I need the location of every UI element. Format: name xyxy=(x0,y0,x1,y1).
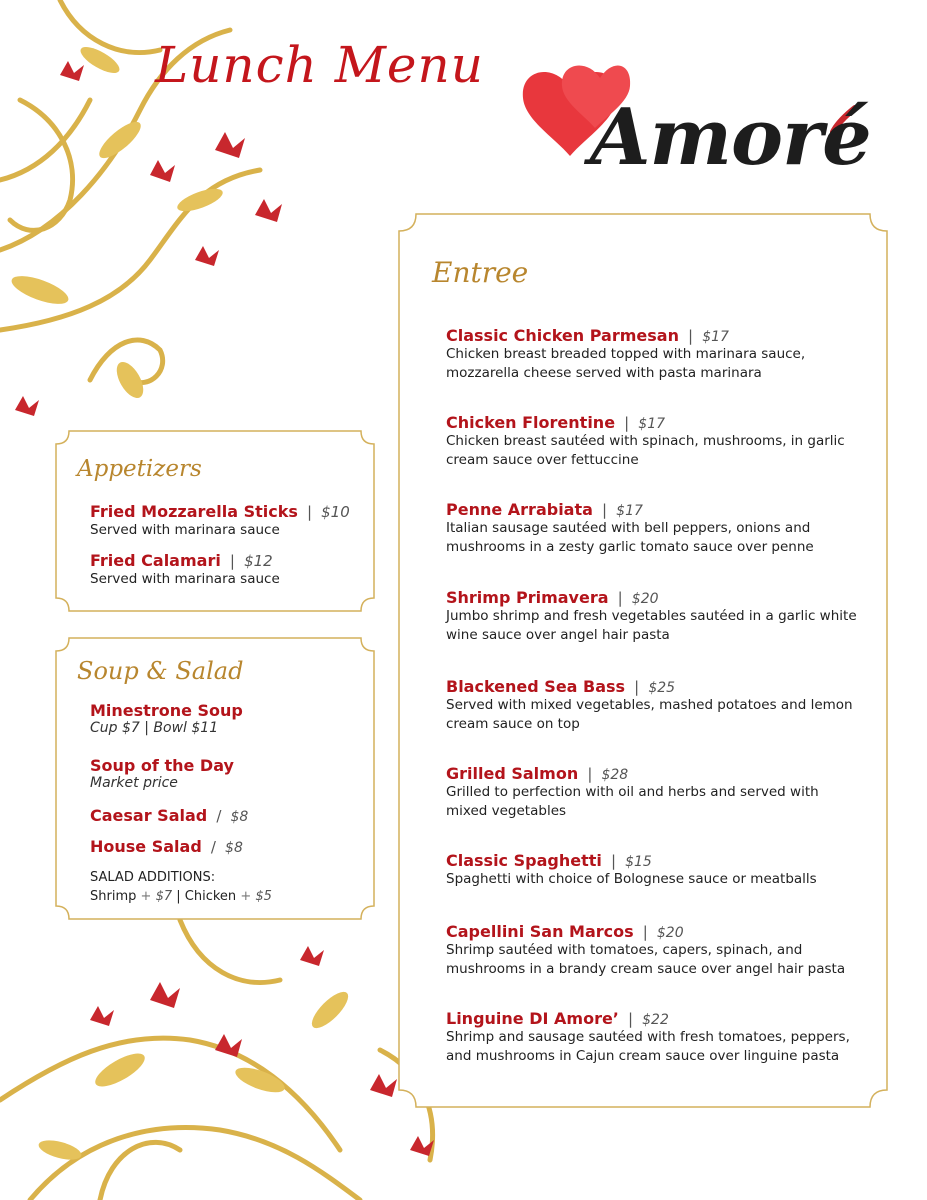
item-separator: / xyxy=(216,807,222,825)
item-price: $17 xyxy=(616,503,643,519)
menu-item xyxy=(446,922,845,979)
item-description-line2: mushrooms in a brandy cream sauce over angel hair pasta xyxy=(446,961,846,977)
item-separator: | xyxy=(627,1010,634,1028)
salad-additions-label: SALAD ADDITIONS: xyxy=(90,870,216,885)
entree-title: Entree xyxy=(432,256,529,289)
item-separator: | xyxy=(624,414,630,432)
item-description-line1: Shrimp and sausage sautéed with fresh tomatoes, peppers, xyxy=(446,1029,850,1045)
soup-salad-panel xyxy=(55,637,375,920)
item-name: Chicken Florentine xyxy=(446,413,616,432)
item-price: $8 xyxy=(230,809,249,825)
item-description-line2: cream sauce on top xyxy=(446,716,580,732)
item-separator: | xyxy=(688,327,694,345)
item-description-line2: cream sauce over fettuccine xyxy=(446,452,639,468)
appetizers-panel xyxy=(55,430,375,612)
item-description-line2: mixed vegetables xyxy=(446,803,567,819)
salad-additions-list xyxy=(90,887,272,906)
item-name: Shrimp Primavera xyxy=(446,588,609,607)
addition-plus: + xyxy=(140,889,152,904)
floral-swirl-bottom-left xyxy=(0,900,460,1200)
item-name: Capellini San Marcos xyxy=(446,922,634,941)
item-separator: | xyxy=(587,765,593,783)
item-price: $10 xyxy=(321,503,350,521)
item-name: Classic Spaghetti xyxy=(446,851,602,870)
item-separator: | xyxy=(642,923,648,941)
item-description-line1: Chicken breast breaded topped with marinara sauce, xyxy=(446,346,806,362)
menu-item xyxy=(446,764,819,821)
addition-name: Shrimp xyxy=(90,889,137,904)
item-description-line1: Served with mixed vegetables, mashed potatoes and lemon xyxy=(446,697,853,713)
addition-plus: + xyxy=(240,889,252,904)
item-description: Served with marinara sauce xyxy=(90,571,280,587)
item-description-line1: Chicken breast sautéed with spinach, mushrooms, in garlic xyxy=(446,433,845,449)
item-name: Blackened Sea Bass xyxy=(446,677,626,696)
item-description-line1: Grilled to perfection with oil and herbs and served with xyxy=(446,784,819,800)
item-description: Served with marinara sauce xyxy=(90,522,280,538)
item-separator: | xyxy=(229,552,235,570)
item-price: $25 xyxy=(648,680,676,696)
item-price: $12 xyxy=(244,552,273,570)
item-description: Cup $7 | Bowl $11 xyxy=(90,720,219,736)
item-name: Penne Arrabiata xyxy=(446,500,593,519)
soup-salad-title: Soup & Salad xyxy=(77,657,244,685)
menu-item xyxy=(90,806,248,825)
item-price: $22 xyxy=(642,1012,669,1028)
menu-item xyxy=(446,1009,850,1066)
item-name: Minestrone Soup xyxy=(90,701,243,720)
item-description-line1: Italian sausage sautéed with bell peppers, onions and xyxy=(446,520,811,536)
menu-item xyxy=(446,413,845,470)
item-description-line1: Shrimp sautéed with tomatoes, capers, spinach, and xyxy=(446,942,803,958)
item-description-line2: and mushrooms in Cajun cream sauce over linguine pasta xyxy=(446,1048,840,1064)
item-description: Market price xyxy=(90,775,178,791)
item-description-line1: Jumbo shrimp and fresh vegetables sautéed in a garlic white xyxy=(446,608,857,624)
menu-item xyxy=(446,588,857,645)
entree-panel xyxy=(398,213,888,1108)
menu-item xyxy=(90,502,350,540)
appetizers-title: Appetizers xyxy=(77,456,202,482)
salad-additions xyxy=(90,868,272,906)
item-description-line1: Spaghetti with choice of Bolognese sauce or meatballs xyxy=(446,871,817,887)
page-title: Lunch Menu xyxy=(155,36,484,94)
item-separator: | xyxy=(602,501,608,519)
item-name: Classic Chicken Parmesan xyxy=(446,326,679,345)
item-price: $20 xyxy=(656,925,684,941)
item-separator: | xyxy=(617,589,623,607)
item-description-line2: mushrooms in a zesty garlic tomato sauce over penne xyxy=(446,539,814,555)
item-price: $20 xyxy=(631,591,659,607)
item-name: Caesar Salad xyxy=(90,806,208,825)
addition-name: Chicken xyxy=(184,889,237,904)
logo-wordmark: Amoré xyxy=(590,92,871,183)
addition-price: $5 xyxy=(255,889,272,904)
item-name: Soup of the Day xyxy=(90,756,234,775)
item-separator: | xyxy=(634,678,640,696)
item-description-line2: wine sauce over angel hair pasta xyxy=(446,627,670,643)
item-separator: | xyxy=(306,503,313,521)
item-price: $15 xyxy=(625,854,652,870)
menu-item xyxy=(446,326,805,383)
addition-price: $7 xyxy=(155,889,173,904)
item-name: Fried Mozzarella Sticks xyxy=(90,502,298,521)
item-name: Linguine DI Amore’ xyxy=(446,1009,619,1028)
item-price: $17 xyxy=(702,329,729,345)
menu-item xyxy=(90,551,280,589)
item-name: House Salad xyxy=(90,837,202,856)
item-separator: | xyxy=(610,852,617,870)
menu-item xyxy=(446,500,814,557)
menu-item xyxy=(446,677,853,734)
item-price: $8 xyxy=(225,840,243,856)
item-name: Grilled Salmon xyxy=(446,764,579,783)
addition-separator: | xyxy=(176,889,181,904)
item-price: $17 xyxy=(638,416,666,432)
item-name: Fried Calamari xyxy=(90,551,221,570)
menu-item xyxy=(90,756,234,791)
item-price: $28 xyxy=(601,767,629,783)
menu-item xyxy=(90,701,243,736)
item-separator: / xyxy=(210,838,216,856)
menu-item xyxy=(90,837,243,856)
menu-item xyxy=(446,851,817,889)
item-description-line2: mozzarella cheese served with pasta marinara xyxy=(446,365,762,381)
